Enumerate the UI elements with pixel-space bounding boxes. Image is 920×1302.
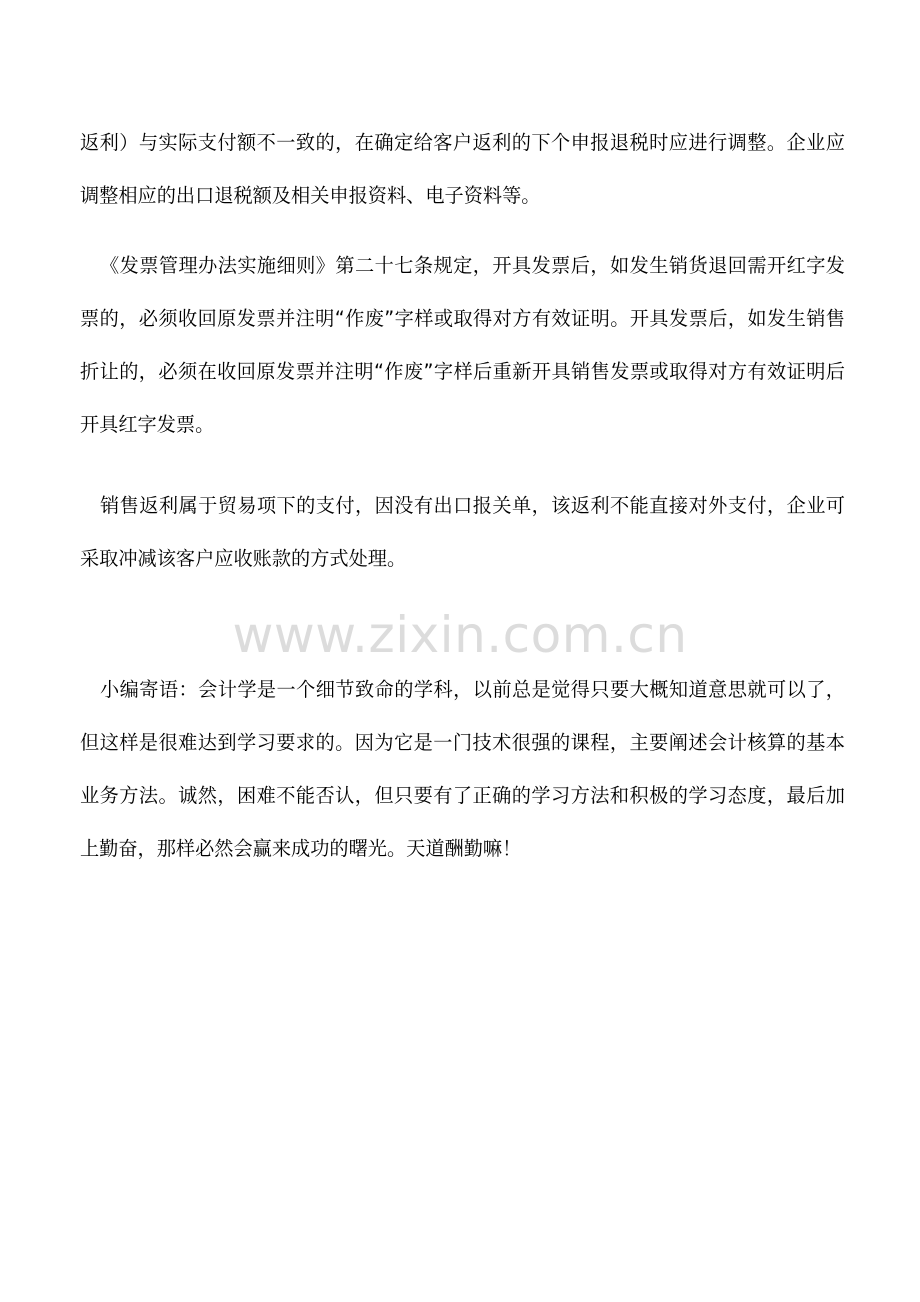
paragraph-rebate-payment: 销售返利属于贸易项下的支付，因没有出口报关单，该返利不能直接对外支付，企业可采取冲减该客户应收账款的方式处理。 — [80, 494, 845, 570]
paragraph-invoice-rules: 《发票管理办法实施细则》第二十七条规定，开具发票后，如发生销货退回需开红字发票的，必须收回原发票并注明“作废”字样或取得对方有效证明。开具发票后，如发生销售折让的，必须在收回原发票并注明“作废”字样后重新开具销售发票或取得对方有效证明后开具红字发票。 — [80, 254, 845, 436]
watermark: www.zixin.com.cn — [232, 606, 688, 664]
paragraph-editor-note: 小编寄语：会计学是一个细节致命的学科，以前总是觉得只要大概知道意思就可以了，但这样是很难达到学习要求的。因为它是一门技术很强的课程，主要阐述会计核算的基本业务方法。诚然，困难不能否认，但只要有了正确的学习方法和积极的学习态度，最后加上勤奋，那样必然会赢来成功的曙光。天道酬勤嘛！ — [80, 678, 845, 860]
paragraph-rebate-adjustment: 返利）与实际支付额不一致的，在确定给客户返利的下个申报退税时应进行调整。企业应调整相应的出口退税额及相关申报资料、电子资料等。 — [80, 131, 845, 207]
